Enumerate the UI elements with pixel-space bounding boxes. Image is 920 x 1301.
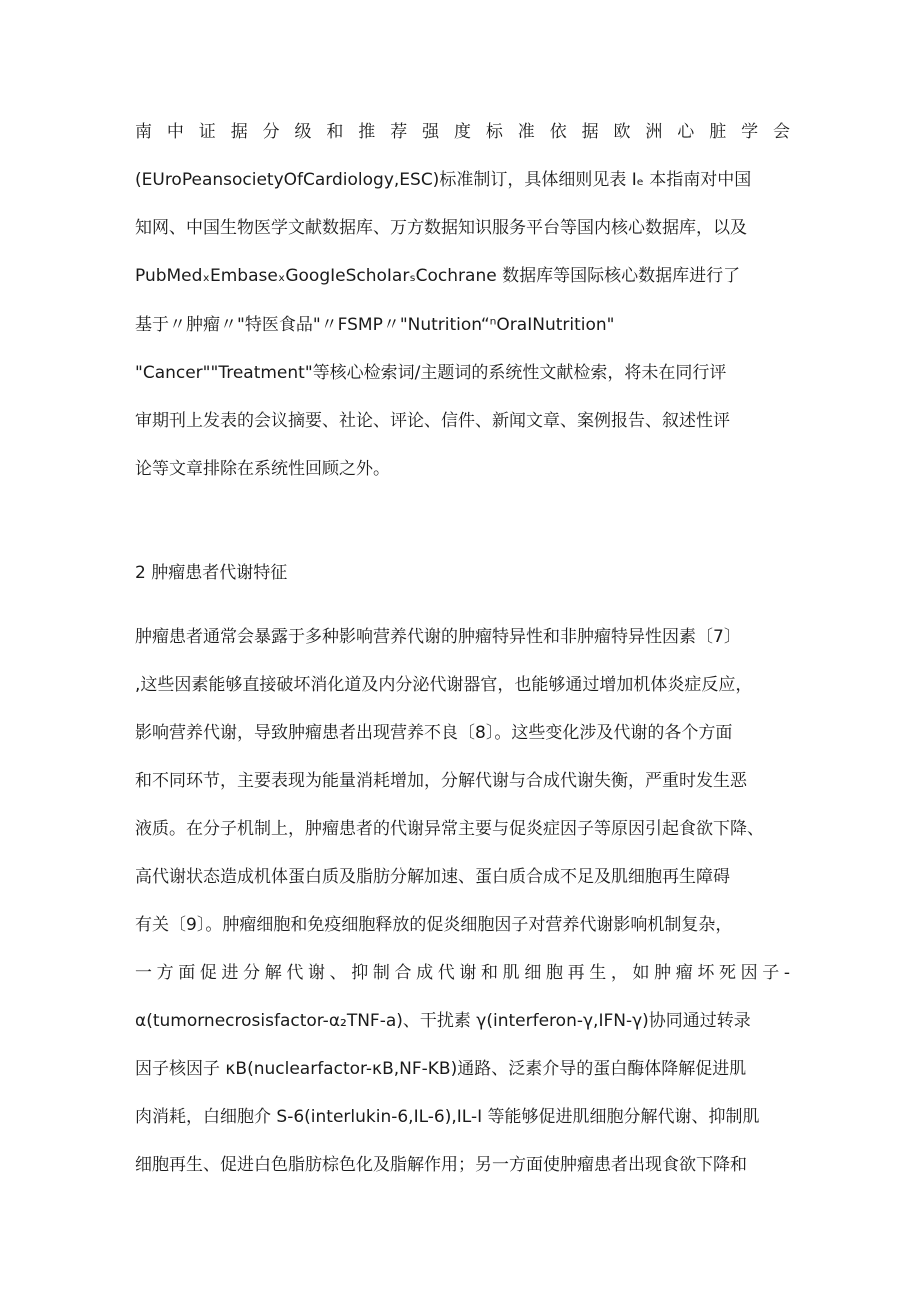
section-2-line-12: 细胞再生、促进白色脂肪棕色化及脂解作用；另一方面使肿瘤患者出现食欲下降和 [135, 1155, 747, 1175]
section-2-line-4: 和不同环节，主要表现为能量消耗增加，分解代谢与合成代谢失衡，严重时发生恶 [135, 771, 747, 791]
section-2-line-3: 影响营养代谢，导致肿瘤患者出现营养不良〔8〕。这些变化涉及代谢的各个方面 [135, 723, 733, 743]
paragraph-1-line-5: 基于〃肿瘤〃"特医食品"〃FSMP〃"Nutrition“ⁿOraINutrition" [135, 315, 615, 335]
section-2-line-6: 高代谢状态造成机体蛋白质及脂肪分解加速、蛋白质合成不足及肌细胞再生障碍 [135, 867, 730, 887]
section-heading: 2 肿瘤患者代谢特征 [135, 563, 288, 583]
paragraph-1-line-8: 论等文章排除在系统性回顾之外。 [135, 459, 390, 479]
paragraph-1-line-6: "Cancer""Treatment"等核心检索词/主题词的系统性文献检索，将未在同行评 [135, 363, 727, 383]
section-2-line-10: 因子核因子 κB(nuclearfactor-κB,NF-KB)通路、泛素介导的蛋白酶体降解促进肌 [135, 1059, 747, 1079]
paragraph-1-line-1: 南中证据分级和推荐强度标准依据欧洲心脏学会 [135, 122, 790, 142]
section-2-line-1: 肿瘤患者通常会暴露于多种影响营养代谢的肿瘤特异性和非肿瘤特异性因素〔7〕 [135, 627, 741, 647]
paragraph-1-line-4: PubMedₓEmbaseₓGoogIeSchoIarₛCochrane 数据库等国际核心数据库进行了 [135, 266, 741, 286]
section-2-line-8: 一方面促进分解代谢、抑制合成代谢和肌细胞再生，如肿瘤坏死因子- [135, 963, 790, 983]
section-2-line-5: 液质。在分子机制上，肿瘤患者的代谢异常主要与促炎症因子等原因引起食欲下降、 [135, 819, 764, 839]
paragraph-1-line-3: 知网、中国生物医学文献数据库、万方数据知识服务平台等国内核心数据库，以及 [135, 218, 747, 238]
paragraph-1-line-7: 审期刊上发表的会议摘要、社论、评论、信件、新闻文章、案例报告、叙述性评 [135, 411, 730, 431]
section-2-line-11: 肉消耗，白细胞介 S-6(interlukin-6,IL-6),IL-I 等能够促进肌细胞分解代谢、抑制肌 [135, 1107, 760, 1127]
paragraph-1-line-2: (EUroPeansocietyOfCardiology,ESC)标准制订，具体细则见表 Iₑ 本指南对中国 [135, 170, 752, 190]
section-2-line-9: α(tumornecrosisfactor-α₂TNF-a)、干扰素 γ(interferon-γ,IFN-γ)协同通过转录 [135, 1011, 751, 1031]
section-2-line-7: 有关〔9〕。肿瘤细胞和免疫细胞释放的促炎细胞因子对营养代谢影响机制复杂， [135, 915, 733, 935]
section-2-line-2: ,这些因素能够直接破坏消化道及内分泌代谢器官，也能够通过增加机体炎症反应， [135, 675, 753, 695]
